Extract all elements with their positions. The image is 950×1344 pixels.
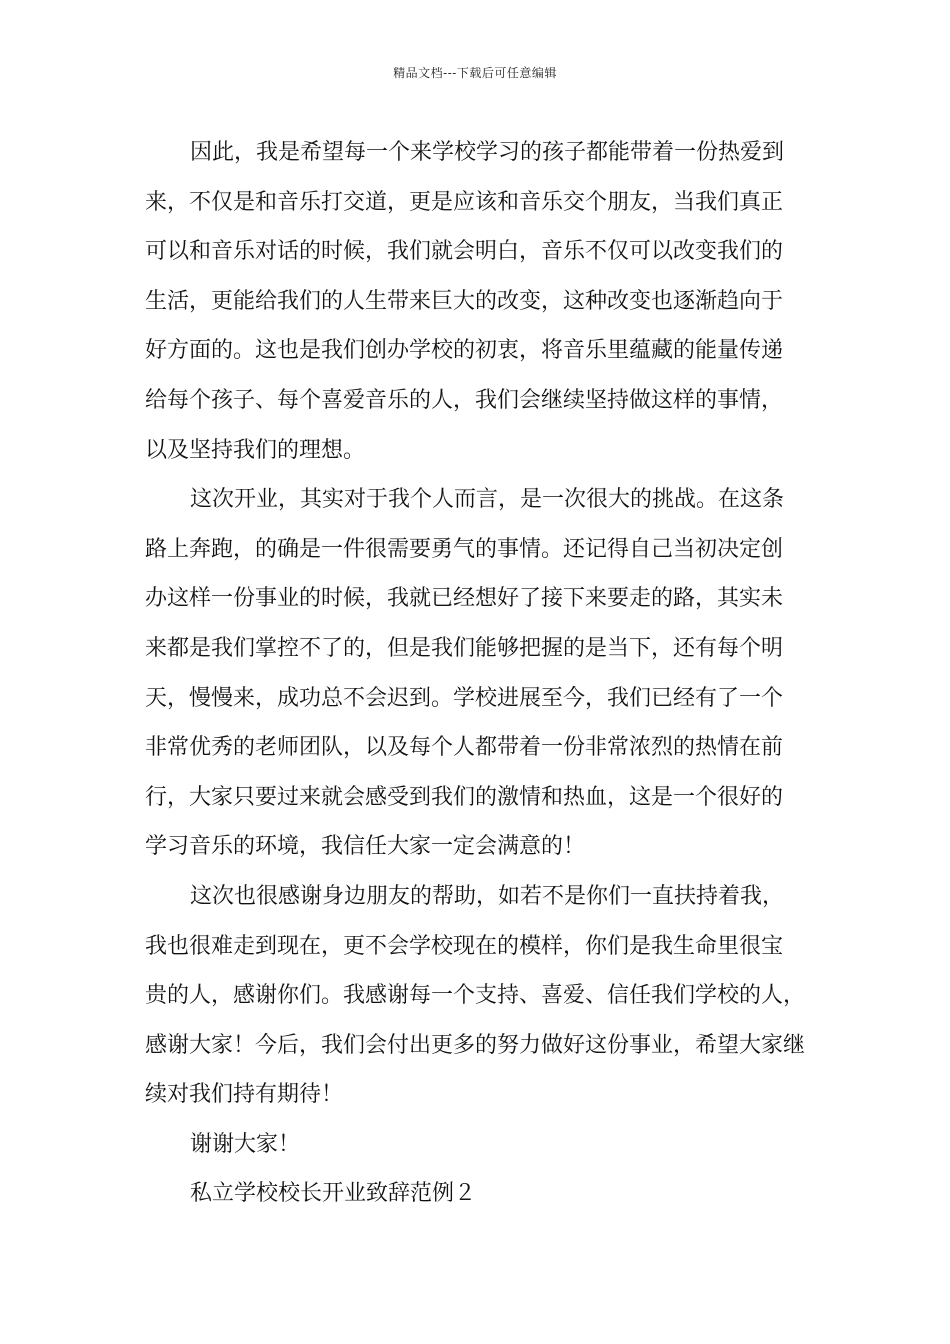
text-line: 生活，更能给我们的人生带来巨大的改变，这种改变也逐渐趋向于: [145, 288, 784, 314]
text-line: 天，慢慢来，成功总不会迟到。学校进展至今，我们已经有了一个: [145, 685, 784, 711]
paragraph: [145, 475, 810, 872]
page-header: 精品文档---下载后可任意编辑: [393, 66, 557, 80]
text-line: 以及坚持我们的理想。: [145, 437, 366, 463]
text-line: 好方面的。这也是我们创办学校的初衷，将音乐里蕴藏的能量传递: [145, 338, 784, 364]
text-line: 这次也很感谢身边朋友的帮助，如若不是你们一直扶持着我，: [190, 883, 785, 909]
closing-thanks: [145, 1120, 810, 1170]
text-line: 私立学校校长开业致辞范例２: [190, 1181, 477, 1207]
paragraph: [145, 872, 810, 1120]
text-line: 来都是我们掌控不了的，但是我们能够把握的是当下，还有每个明: [145, 635, 784, 661]
text-line: 路上奔跑，的确是一件很需要勇气的事情。还记得自己当初决定创: [145, 536, 784, 562]
text-line: 贵的人，感谢你们。我感谢每一个支持、喜爱、信任我们学校的人，: [145, 983, 806, 1009]
text-line: 给每个孩子、每个喜爱音乐的人，我们会继续坚持做这样的事情，: [145, 387, 784, 413]
text-line: 行，大家只要过来就会感受到我们的激情和热血，这是一个很好的: [145, 784, 784, 810]
text-line: 我也很难走到现在，更不会学校现在的模样，你们是我生命里很宝: [145, 933, 784, 959]
section-title: [145, 1169, 810, 1219]
document-body: [145, 128, 810, 1219]
text-line: 续对我们持有期待！: [145, 1082, 344, 1108]
text-line: 感谢大家！今后，我们会付出更多的努力做好这份事业，希望大家继: [145, 1032, 806, 1058]
text-line: 因此，我是希望每一个来学校学习的孩子都能带着一份热爱到: [190, 140, 785, 165]
text-line: 办这样一份事业的时候，我就已经想好了接下来要走的路，其实未: [145, 586, 784, 612]
text-line: 非常优秀的老师团队，以及每个人都带着一份非常浓烈的热情在前: [145, 735, 784, 761]
text-line: 学习音乐的环境，我信任大家一定会满意的！: [145, 834, 586, 860]
text-line: 可以和音乐对话的时候，我们就会明白，音乐不仅可以改变我们的: [145, 239, 784, 265]
text-line: 来，不仅是和音乐打交道，更是应该和音乐交个朋友，当我们真正: [145, 189, 784, 215]
text-line: 谢谢大家！: [190, 1131, 301, 1157]
text-line: 这次开业，其实对于我个人而言，是一次很大的挑战。在这条: [190, 487, 785, 513]
paragraph: [145, 128, 810, 475]
